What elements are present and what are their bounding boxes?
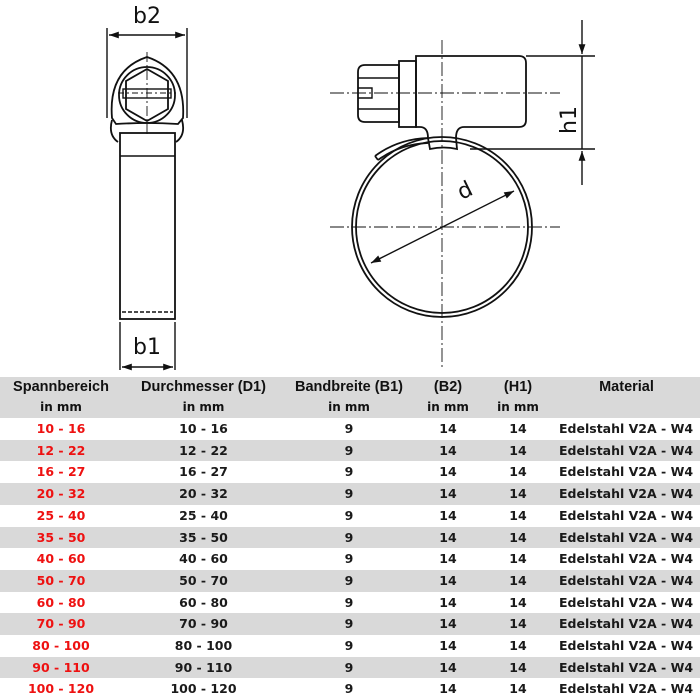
range-cell: 20 - 32 <box>0 483 122 505</box>
material-cell: Edelstahl V2A - W4 <box>559 421 694 436</box>
table-row <box>0 527 700 549</box>
header-material: Material <box>553 377 700 397</box>
range-cell: 100 - 120 <box>27 681 95 697</box>
b2-cell: 14 <box>439 421 457 436</box>
b2-cell: 14 <box>413 613 483 635</box>
h1-cell: 14 <box>509 681 527 697</box>
diameter-cell: 80 - 100 <box>174 638 233 654</box>
range-cell: 80 - 100 <box>32 638 90 654</box>
diameter-cell: 50 - 70 <box>122 570 285 592</box>
unit-h1: in mm <box>483 397 553 418</box>
material-cell: Edelstahl V2A - W4 <box>553 613 700 635</box>
b2-cell: 14 <box>413 527 483 549</box>
diameter-cell: 70 - 90 <box>122 613 285 635</box>
band-width-cell: 9 <box>285 440 413 462</box>
table-row <box>0 505 700 527</box>
header-b2: (B2) <box>413 377 483 397</box>
band-width-cell: 9 <box>285 613 413 635</box>
diameter-cell: 10 - 16 <box>179 421 228 436</box>
diameter-cell: 12 - 22 <box>122 440 285 462</box>
b2-cell: 14 <box>413 657 483 679</box>
material-cell: Edelstahl V2A - W4 <box>559 551 694 567</box>
unit-durchmesser: in mm <box>122 397 285 418</box>
h1-cell: 14 <box>483 657 553 679</box>
h1-cell: 14 <box>509 507 527 523</box>
range-cell: 70 - 90 <box>0 613 122 635</box>
band-width-cell: 9 <box>344 638 354 654</box>
table-row <box>0 440 700 462</box>
range-cell: 16 - 27 <box>36 464 86 480</box>
dim-label-b2: b2 <box>133 4 161 29</box>
range-cell: 12 - 22 <box>0 440 122 462</box>
band-width-cell: 9 <box>285 570 413 592</box>
b2-cell: 14 <box>439 638 457 654</box>
h1-cell: 14 <box>483 527 553 549</box>
range-cell: 35 - 50 <box>0 527 122 549</box>
header-durchmesser: Durchmesser (D1) <box>122 377 285 397</box>
b2-cell: 14 <box>439 551 457 567</box>
range-cell: 25 - 40 <box>36 507 86 523</box>
h1-cell: 14 <box>509 638 527 654</box>
range-cell: 60 - 80 <box>36 594 86 610</box>
b2-cell: 14 <box>413 440 483 462</box>
diameter-cell: 20 - 32 <box>122 483 285 505</box>
material-cell: Edelstahl V2A - W4 <box>553 657 700 679</box>
b2-cell: 14 <box>439 681 457 697</box>
band-width-cell: 9 <box>344 551 354 567</box>
unit-b2: in mm <box>413 397 483 418</box>
range-cell: 10 - 16 <box>36 421 86 436</box>
dim-label-d: d <box>453 176 477 206</box>
material-cell: Edelstahl V2A - W4 <box>553 440 700 462</box>
table-row <box>0 483 700 505</box>
header-spannbereich: Spannbereich <box>0 377 122 397</box>
band-width-cell: 9 <box>285 527 413 549</box>
material-cell: Edelstahl V2A - W4 <box>553 483 700 505</box>
diameter-cell: 60 - 80 <box>179 594 228 610</box>
diameter-cell: 35 - 50 <box>122 527 285 549</box>
range-cell: 40 - 60 <box>36 551 86 567</box>
h1-cell: 14 <box>483 440 553 462</box>
h1-cell: 14 <box>483 613 553 635</box>
material-cell: Edelstahl V2A - W4 <box>559 507 694 523</box>
table-row <box>0 678 700 700</box>
h1-cell: 14 <box>509 594 527 610</box>
unit-material <box>553 397 700 418</box>
table-row <box>0 570 700 592</box>
material-cell: Edelstahl V2A - W4 <box>553 570 700 592</box>
table-row <box>0 592 700 614</box>
table-body <box>0 418 700 700</box>
diameter-cell: 25 - 40 <box>179 507 228 523</box>
material-cell: Edelstahl V2A - W4 <box>559 681 694 697</box>
h1-cell: 14 <box>483 483 553 505</box>
diameter-cell: 40 - 60 <box>179 551 228 567</box>
range-cell: 90 - 110 <box>0 657 122 679</box>
table-row <box>0 613 700 635</box>
unit-row <box>0 397 700 418</box>
h1-cell: 14 <box>509 421 527 436</box>
specification-table <box>0 377 700 700</box>
header-h1: (H1) <box>483 377 553 397</box>
unit-spannbereich: in mm <box>0 397 122 418</box>
diameter-cell: 16 - 27 <box>179 464 228 480</box>
band-width-cell: 9 <box>344 421 354 436</box>
b2-cell: 14 <box>439 594 457 610</box>
material-cell: Edelstahl V2A - W4 <box>559 594 694 610</box>
dim-label-b1: b1 <box>133 335 161 360</box>
dim-label-h1: h1 <box>557 106 582 134</box>
b2-cell: 14 <box>413 570 483 592</box>
band-width-cell: 9 <box>344 681 354 697</box>
diameter-cell: 100 - 120 <box>170 681 237 697</box>
table-row <box>0 635 700 657</box>
h1-cell: 14 <box>509 464 527 480</box>
table-row <box>0 657 700 679</box>
band-width-cell: 9 <box>285 657 413 679</box>
h1-cell: 14 <box>509 551 527 567</box>
header-bandbreite: Bandbreite (B1) <box>285 377 413 397</box>
b2-cell: 14 <box>439 507 457 523</box>
b2-cell: 14 <box>413 483 483 505</box>
band-width-cell: 9 <box>344 594 354 610</box>
unit-bandbreite: in mm <box>285 397 413 418</box>
table-row <box>0 548 700 570</box>
range-cell: 50 - 70 <box>0 570 122 592</box>
table-row <box>0 418 700 440</box>
h1-cell: 14 <box>483 570 553 592</box>
material-cell: Edelstahl V2A - W4 <box>559 464 694 480</box>
header-row <box>0 377 700 397</box>
diameter-cell: 90 - 110 <box>122 657 285 679</box>
material-cell: Edelstahl V2A - W4 <box>559 638 694 654</box>
material-cell: Edelstahl V2A - W4 <box>553 527 700 549</box>
b2-cell: 14 <box>439 464 457 480</box>
table-row <box>0 461 700 483</box>
band-width-cell: 9 <box>344 507 354 523</box>
band-width-cell: 9 <box>344 464 354 480</box>
band-width-cell: 9 <box>285 483 413 505</box>
side-view <box>107 28 187 370</box>
